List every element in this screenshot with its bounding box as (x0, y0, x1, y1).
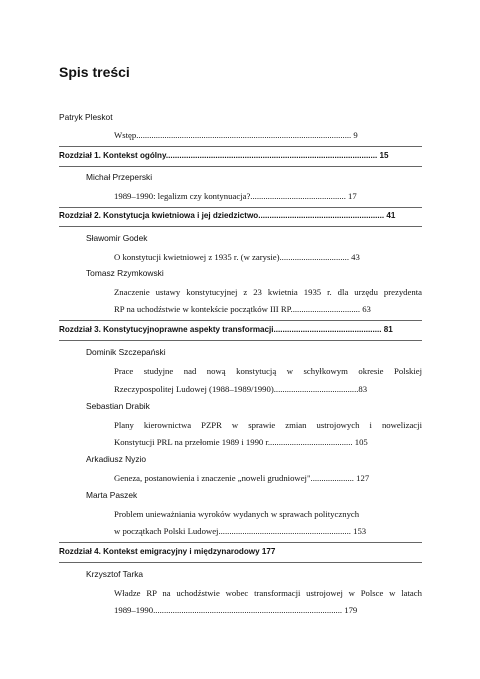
toc-entry-prace-line2[interactable]: Rzeczypospolitej Ludowej (1988–1989/1990).......................................83 (114, 384, 368, 394)
toc-entry-problem-line2[interactable]: w początkach Polski Ludowej............................................................. 153 (114, 526, 367, 536)
toc-entry-wladze-line1[interactable]: Władze RP na uchodźstwie wobec transformacji ustrojowej w Polsce w latach (114, 588, 422, 598)
toc-entry-geneza[interactable]: Geneza, postanowienia i znaczenie „noweli grudniowej".................... 127 (114, 473, 370, 483)
author-tarka: Krzysztof Tarka (86, 569, 144, 579)
divider (59, 320, 422, 321)
author-przeperski: Michał Przeperski (86, 172, 153, 182)
toc-entry-konstytucja-1935[interactable]: O konstytucji kwietniowej z 1935 r. (w zarysie)................................ 43 (114, 252, 360, 262)
divider (59, 226, 422, 227)
chapter-3[interactable]: Rozdział 3. Konstytucyjnoprawne aspekty transformacji................................................ 81 (59, 325, 393, 334)
divider (59, 166, 422, 167)
divider (59, 340, 422, 341)
chapter-1[interactable]: Rozdział 1. Kontekst ogólny.............................................................................................. 15 (59, 151, 389, 160)
chapter-4[interactable]: Rozdział 4. Kontekst emigracyjny i międzynarodowy 177 (59, 547, 276, 556)
toc-entry-problem-line1[interactable]: Problem unieważniania wyroków wydanych w sprawach politycznych (114, 509, 360, 519)
author-pleskot: Patryk Pleskot (59, 112, 113, 122)
toc-entry-znaczenie-line2[interactable]: RP na uchodźstwie w kontekście początków III RP................................ 63 (114, 304, 371, 314)
divider (59, 146, 422, 147)
toc-entry-znaczenie-line1[interactable]: Znaczenie ustawy konstytucyjnej z 23 kwietnia 1935 r. dla urzędu prezydenta (114, 287, 422, 297)
page-title: Spis treści (59, 64, 130, 80)
divider (59, 542, 422, 543)
chapter-2[interactable]: Rozdział 2. Konstytucja kwietniowa i jej dziedzictwo........................................................ 41 (59, 211, 396, 220)
author-rzymkowski: Tomasz Rzymkowski (86, 268, 164, 278)
toc-entry-prace-line1[interactable]: Prace studyjne nad nową konstytucją w schyłkowym okresie Polskiej (114, 366, 422, 376)
author-szczepanski: Dominik Szczepański (86, 347, 166, 357)
author-godek: Sławomir Godek (86, 233, 148, 243)
toc-entry-wladze-line2[interactable]: 1989–1990....................................................................................... 179 (114, 605, 358, 615)
toc-entry-plany-line2[interactable]: Konstytucji PRL na przełomie 1989 i 1990 r....................................... 105 (114, 437, 368, 447)
author-nyzio: Arkadiusz Nyzio (86, 454, 147, 464)
author-drabik: Sebastian Drabik (86, 401, 150, 411)
toc-entry-plany-line1[interactable]: Plany kierownictwa PZPR w sprawie zmian ustrojowych i nowelizacji (114, 420, 422, 430)
divider (59, 562, 422, 563)
divider (59, 207, 422, 208)
toc-entry-wstep[interactable]: Wstęp................................................................................................... 9 (114, 130, 358, 140)
author-paszek: Marta Paszek (86, 490, 138, 500)
toc-entry-legalizm[interactable]: 1989–1990: legalizm czy kontynuacja?............................................ 17 (114, 191, 357, 201)
